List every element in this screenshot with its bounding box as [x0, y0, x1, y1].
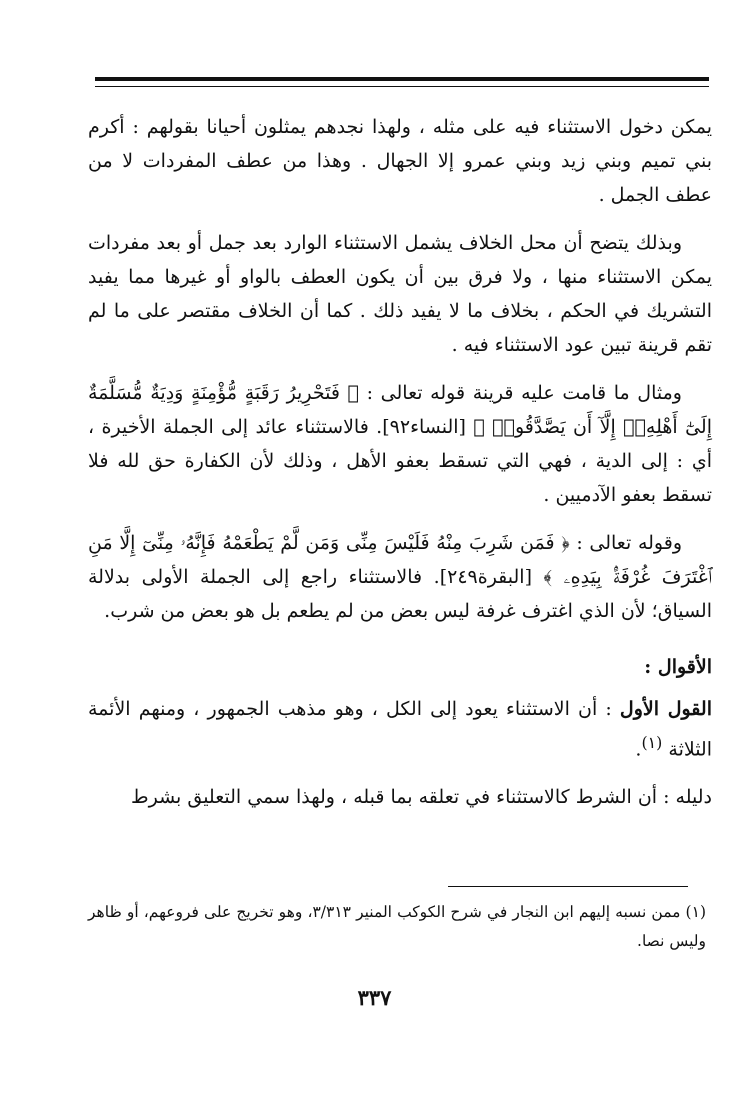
footnote-separator: [448, 886, 688, 887]
first-opinion: [88, 692, 712, 766]
paragraph-4: وقوله تعالى : ﴿ فَمَن شَرِبَ مِنْهُ فَلَيْسَ مِنِّى وَمَن لَّمْ يَطْعَمْهُ فَإِنَّهُۥ مِنِّىٓ إِلَّا مَنِ ٱغْتَرَفَ غُرْفَةًۢ بِيَدِهِۦ ﴾ [البقرة٢٤٩]. فالاستثناء راجع إلى الجملة الأولى بدلالة السياق؛ لأن الذي اغترف غرفة ليس بعض من لم يطعم بل هو بعض من شرب.: [88, 532, 712, 622]
evidence-paragraph: دليله : أن الشرط كالاستثناء في تعلقه بما قبله ، ولهذا سمي التعليق بشرط: [131, 786, 712, 809]
section-heading: الأقوال :: [644, 656, 712, 678]
paragraph-1: يمكن دخول الاستثناء فيه على مثله ، ولهذا نجدهم يمثلون أحيانا بقولهم : أكرم بني تميم وبني زيد وبني عمرو إلا الجهال . وهذا من عطف المفردات لا من عطف الجمل .: [88, 116, 712, 206]
paragraph-3: ومثال ما قامت عليه قرينة قوله تعالى : ﴿ فَتَحْرِيرُ رَقَبَةٍ مُّؤْمِنَةٍ وَدِيَةٌ مُّسَلَّمَةٌ إِلَىٰٓ أَهْلِهِۦٓ إِلَّآ أَن يَصَّدَّقُوا۟ ﴾ [النساء٩٢]. فالاستثناء عائد إلى الجملة الأخيرة ، أي : إلى الدية ، فهي التي تسقط بعفو الأهل ، وذلك لأن الكفارة حق لله فلا تسقط بعفو الآدميين .: [88, 382, 712, 506]
footnote-marker: (١): [641, 733, 663, 752]
footnote-1: (١) ممن نسبه إليهم ابن النجار في شرح الكوكب المنير ٣/٣١٣، وهو تخريج على فروعهم، أو ظاهر وليس نصا.: [88, 903, 706, 950]
footnotes: [88, 898, 706, 956]
page-number: ٣٣٧: [357, 985, 392, 1010]
first-opinion-end: .: [635, 738, 642, 761]
first-opinion-label: القول الأول: [619, 698, 712, 720]
main-text: [88, 110, 712, 828]
paragraph-2: وبذلك يتضح أن محل الخلاف يشمل الاستثناء الوارد بعد جمل أو بعد مفردات يمكن الاستثناء منها ، ولا فرق بين أن يكون العطف بالواو أو غيرها مما يفيد التشريك في الحكم ، بخلاف ما لا يفيد ذلك . كما أن الخلاف مقتصر على ما لم تقم قرينة تبين عود الاستثناء فيه .: [88, 232, 712, 356]
header-rule-thick: [95, 77, 709, 81]
first-opinion-text: : أن الاستثناء يعود إلى الكل ، وهو مذهب الجمهور ، ومنهم الأئمة الثلاثة: [88, 698, 712, 761]
header-rule-thin: [95, 86, 709, 87]
